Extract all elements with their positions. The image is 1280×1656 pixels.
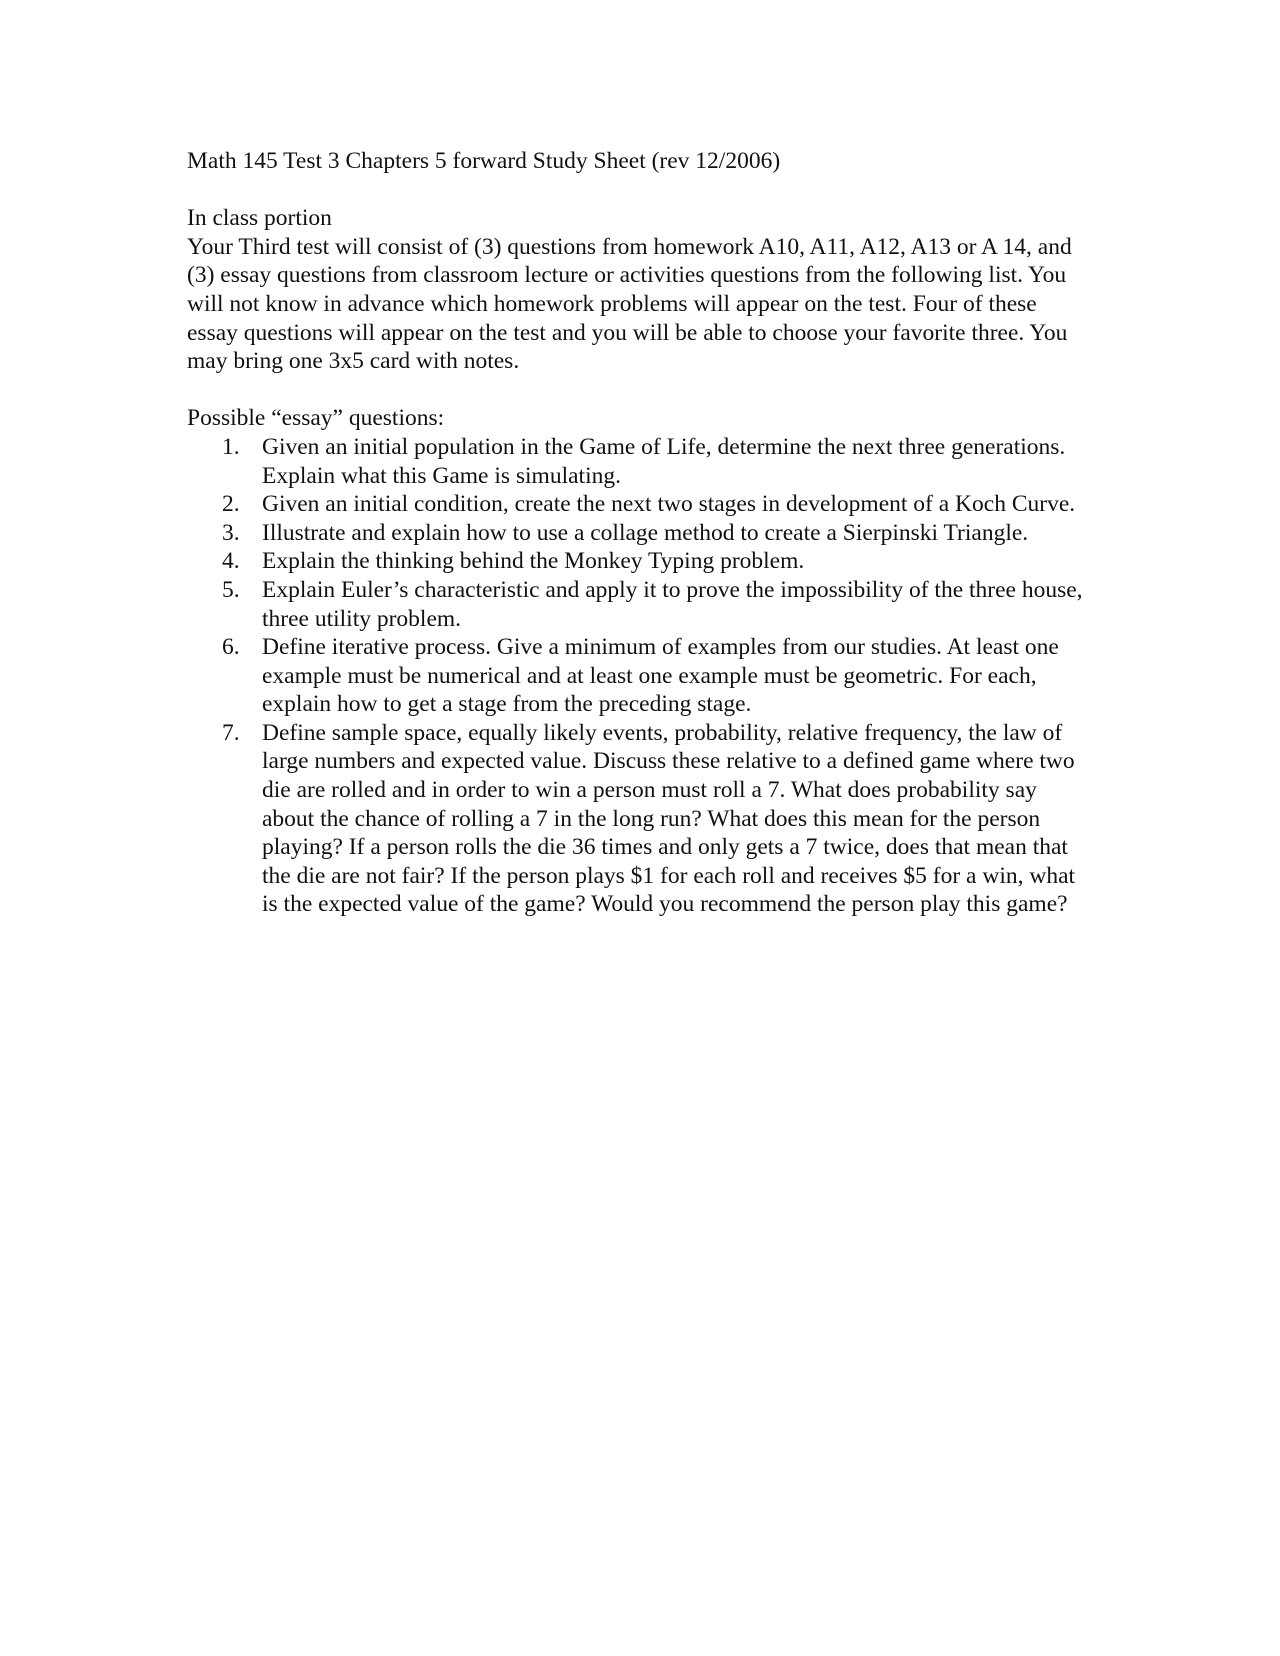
question-item bbox=[187, 433, 1087, 490]
question-item bbox=[187, 719, 1087, 919]
document-body bbox=[187, 147, 1087, 919]
intro-paragraph: Your Third test will consist of (3) questions from homework A10, A11, A12, A13 or A 14, and (3) essay questions from classroom lecture or activities questions from the following list. You will not know in advance which homework problems will appear on the test. Four of these essay questions will appear on the test and you will be able to choose your favorite three. You may bring one 3x5 card with notes. bbox=[187, 233, 1072, 375]
question-text: Illustrate and explain how to use a collage method to create a Sierpinski Triangle. bbox=[262, 519, 1029, 546]
question-item bbox=[187, 576, 1087, 633]
question-number: 4. bbox=[222, 548, 240, 575]
questions-list bbox=[187, 433, 1087, 919]
question-text: Given an initial population in the Game of Life, determine the next three generations. Explain what this Game is simulating. bbox=[262, 433, 1066, 489]
question-text: Define iterative process. Give a minimum of examples from our studies. At least one example must be numerical and at least one example must be geometric. For each, explain how to get a stage from the preceding stage. bbox=[262, 634, 1059, 718]
question-text: Explain the thinking behind the Monkey Typing problem. bbox=[262, 548, 805, 575]
question-item bbox=[187, 490, 1087, 519]
question-number: 5. bbox=[222, 576, 240, 603]
question-text: Given an initial condition, create the next two stages in development of a Koch Curve. bbox=[262, 491, 1076, 518]
question-number: 7. bbox=[222, 719, 240, 746]
question-number: 2. bbox=[222, 491, 240, 518]
section-heading: In class portion bbox=[187, 205, 332, 232]
question-number: 3. bbox=[222, 519, 240, 546]
question-item bbox=[187, 519, 1087, 548]
question-item bbox=[187, 633, 1087, 719]
question-text: Explain Euler’s characteristic and apply it to prove the impossibility of the three house, three utility problem. bbox=[262, 576, 1083, 632]
question-text: Define sample space, equally likely events, probability, relative frequency, the law of large numbers and expected value. Discuss these relative to a defined game where two die are rolled and in order to win a person must roll a 7. What does probability say about the chance of rolling a 7 in the long run? What does this mean for the person playing? If a person rolls the die 36 times and only gets a 7 twice, does that mean that the die are not fair? If the person plays $1 for each roll and receives $5 for a win, what is the expected value of the game? Would you recommend the person play this game? bbox=[262, 719, 1076, 918]
document-title: Math 145 Test 3 Chapters 5 forward Study Sheet (rev 12/2006) bbox=[187, 148, 781, 174]
question-item bbox=[187, 547, 1087, 576]
question-number: 6. bbox=[222, 634, 240, 661]
questions-heading: Possible “essay” questions: bbox=[187, 405, 445, 432]
question-number: 1. bbox=[222, 433, 240, 460]
